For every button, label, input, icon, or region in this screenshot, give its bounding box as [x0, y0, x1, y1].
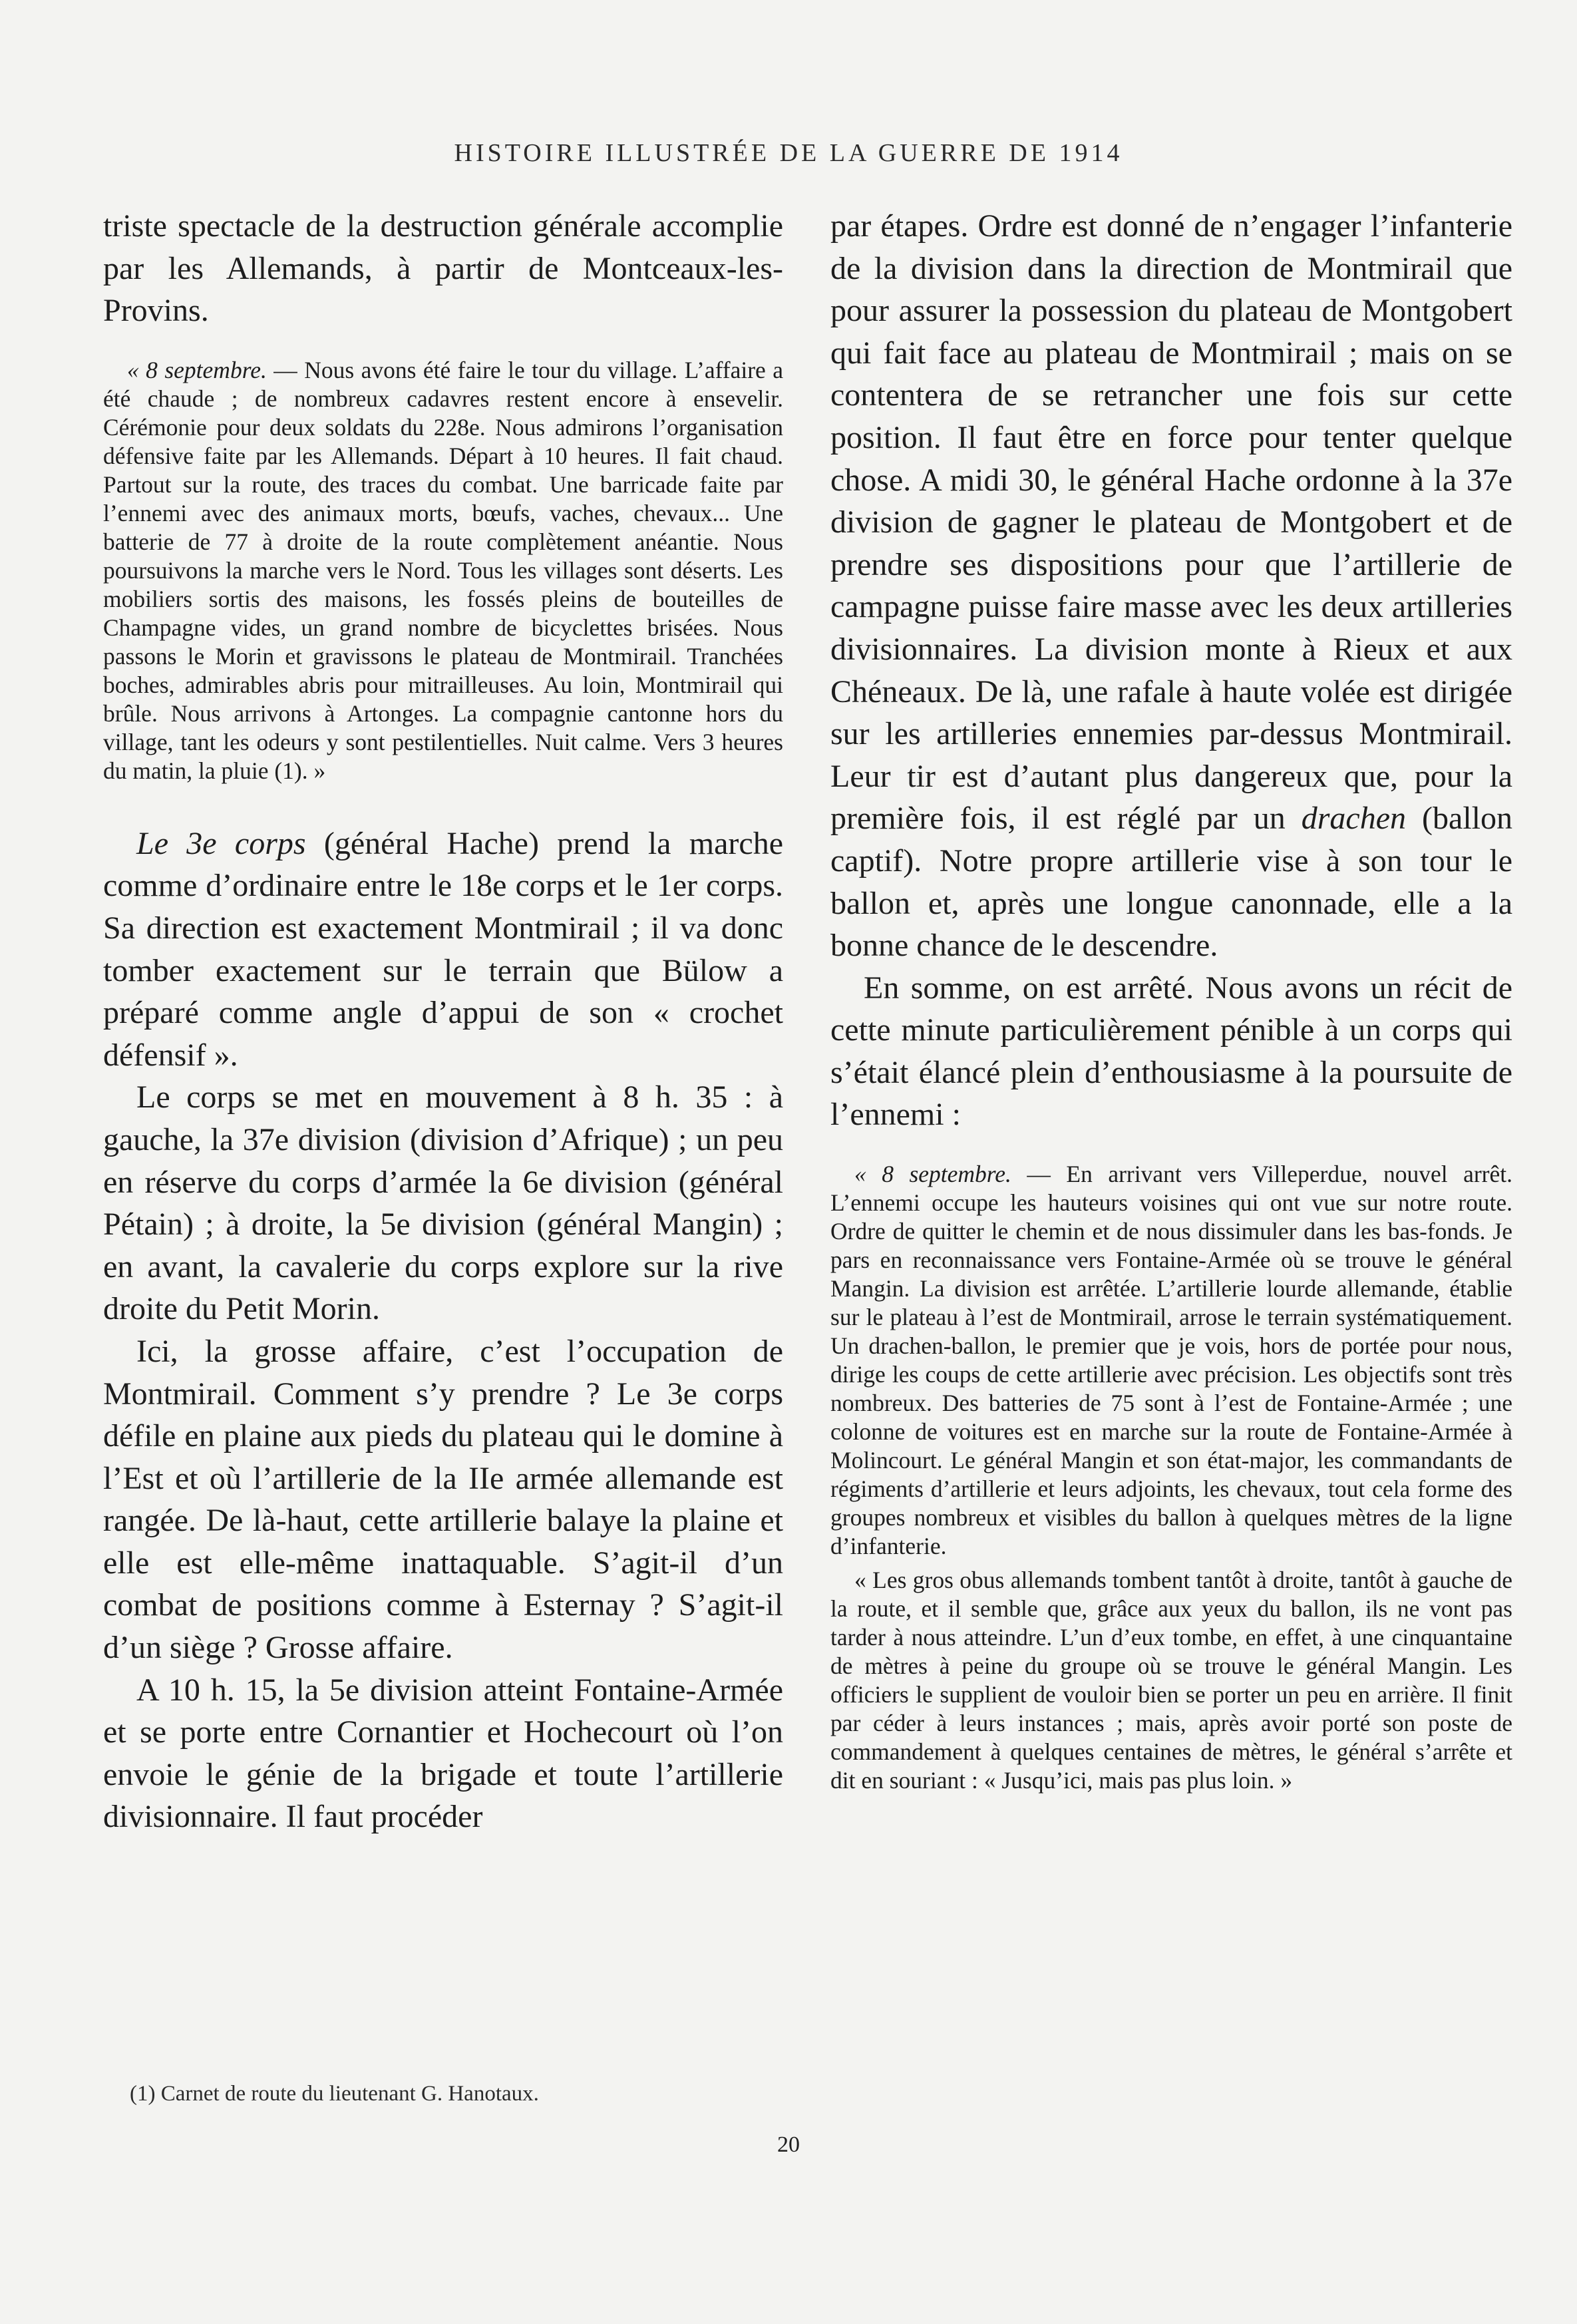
left-paragraph-5: A 10 h. 15, la 5e division atteint Fontaine-Armée et se porte entre Cornantier et Hochecourt où l’on envoie le génie de la brigade et toute l’artillerie divisionnaire. Il faut procéder [103, 1672, 783, 1835]
footnote: (1) Carnet de route du lieutenant G. Hanotaux. [130, 2082, 539, 2106]
paragraph-text-end: (ballon captif). Notre propre artillerie vise à son tour le ballon et, après une longue canonnade, elle a la bonne chance de le descendre. [830, 801, 1513, 964]
page-number: 20 [777, 2132, 800, 2157]
left-quote-1 [103, 356, 783, 785]
right-paragraph-2: En somme, on est arrêté. Nous avons un récit de cette minute particulièrement pénible à un corps qui s’était élancé plein d’enthousiasme à la poursuite de l’ennemi : [830, 970, 1512, 1133]
paragraph-text: par étapes. Ordre est donné de n’engager l’infanterie de la division dans la direction de Montmirail que pour assurer la possession du plateau de Montgobert qui fait face au plateau de Montmirail ; mais on se contentera de se retrancher une fois sur cette position. Il faut être en force pour tenter quelque chose. A midi 30, le général Hache ordonne à la 37e division de gagner le plateau de Montgobert et de prendre ses dispositions pour que l’artillerie de campagne puisse faire masse avec les deux artilleries divisionnaires. La division monte à Rieux et aux Chéneaux. De là, une rafale à haute volée est dirigée sur les artilleries ennemies par-dessus Montmirail. Leur tir est d’autant plus dangereux que, pour la première fois, il est réglé par un [830, 208, 1512, 837]
paragraph-text: (général Hache) prend la marche comme d’ordinaire entre le 18e corps et le 1er corps. Sa direction est exactement Montmirail ; il va donc tomber exactement sur le terrain que Bülow a préparé comme angle d’appui de son « crochet défensif ». [103, 825, 783, 1073]
left-paragraph-3: Le corps se met en mouvement à 8 h. 35 : à gauche, la 37e division (division d’Afrique) ; un peu en réserve du corps d’armée la 6e division (général Pétain) ; à droite, la 5e division (général Mangin) ; en avant, la cavalerie du corps explore sur la rive droite du Petit Morin. [103, 1079, 783, 1327]
left-paragraph-1: triste spectacle de la destruction générale accomplie par les Allemands, à partir de Montceaux-les-Provins. [103, 208, 783, 329]
drachen-term: drachen [1301, 801, 1407, 837]
quote-date: « 8 septembre. [127, 356, 267, 383]
left-paragraph-4: Ici, la grosse affaire, c’est l’occupation de Montmirail. Comment s’y prendre ? Le 3e corps défile en plaine aux pieds du plateau qui le domine à l’Est et où l’artillerie de la IIe armée allemande est rangée. De là-haut, cette artillerie balaye la plaine et elle est elle-même inattaquable. S’agit-il d’un combat de positions comme à Esternay ? S’agit-il d’un siège ? Grosse affaire. [103, 1333, 783, 1666]
quote-text: — En arrivant vers Villeperdue, nouvel arrêt. L’ennemi occupe les hauteurs voisines qui ont vue sur notre route. Ordre de quitter le chemin et de nous dissimuler dans les bas-fonds. Je pars en reconnaissance vers Fontaine-Armée où se trouve le général Mangin. La division est arrêtée. L’artillerie lourde allemande, établie sur le plateau à l’est de Montmirail, arrose le terrain systématiquement. Un drachen-ballon, le premier que je vois, hors de portée pour nous, dirige les coups de cette artillerie avec précision. Les objectifs sont très nombreux. Des batteries de 75 sont à l’est de Fontaine-Armée ; une colonne de voitures est en marche sur la route de Fontaine-Armée à Molincourt. Le général Mangin et son état-major, les commandants de régiments d’artillerie et leurs adjoints, les chevaux, tout cela forme des groupes nombreux et visibles du ballon à quelques mètres de la ligne d’infanterie. [830, 1161, 1512, 1560]
left-column [103, 205, 783, 1838]
running-header: HISTOIRE ILLUSTRÉE DE LA GUERRE DE 1914 [454, 139, 1123, 167]
right-column [830, 205, 1512, 1795]
left-paragraph-2 [103, 823, 783, 1077]
right-paragraph-1 [830, 205, 1512, 967]
corps-name: Le 3e corps [136, 825, 306, 861]
right-quote-2: « Les gros obus allemands tombent tantôt à droite, tantôt à gauche de la route, et il semble que, grâce aux yeux du ballon, ils ne vont pas tarder à nous atteindre. L’un d’eux tombe, en effet, à une cinquantaine de mètres à peine du groupe où se trouve le général Mangin. Les officiers le supplient de vouloir bien se porter un peu en arrière. Il finit par céder à leurs instances ; mais, après avoir porté son poste de commandement à quelques centaines de mètres, le général s’arrête et dit en souriant : « Jusqu’ici, mais pas plus loin. » [830, 1567, 1512, 1794]
quote-text: — Nous avons été faire le tour du village. L’affaire a été chaude ; de nombreux cadavres restent encore à ensevelir. Cérémonie pour deux soldats du 228e. Nous admirons l’organisation défensive faite par les Allemands. Départ à 10 heures. Il fait chaud. Partout sur la route, des traces du combat. Une barricade faite par l’ennemi avec des animaux morts, bœufs, vaches, chevaux... Une batterie de 77 à droite de la route complètement anéantie. Nous poursuivons la marche vers le Nord. Tous les villages sont déserts. Les mobiliers sortis des maisons, les fossés pleins de bouteilles de Champagne vides, un grand nombre de bicyclettes brisées. Nous passons le Morin et gravissons le plateau de Montmirail. Tranchées boches, admirables abris pour mitrailleuses. Au loin, Montmirail qui brûle. Nous arrivons à Artonges. La compagnie cantonne hors du village, tant les odeurs y sont pestilentielles. Nuit calme. Vers 3 heures du matin, la pluie (1). » [103, 356, 783, 784]
right-quote-1 [830, 1160, 1512, 1561]
quote-date: « 8 septembre. [854, 1161, 1011, 1188]
